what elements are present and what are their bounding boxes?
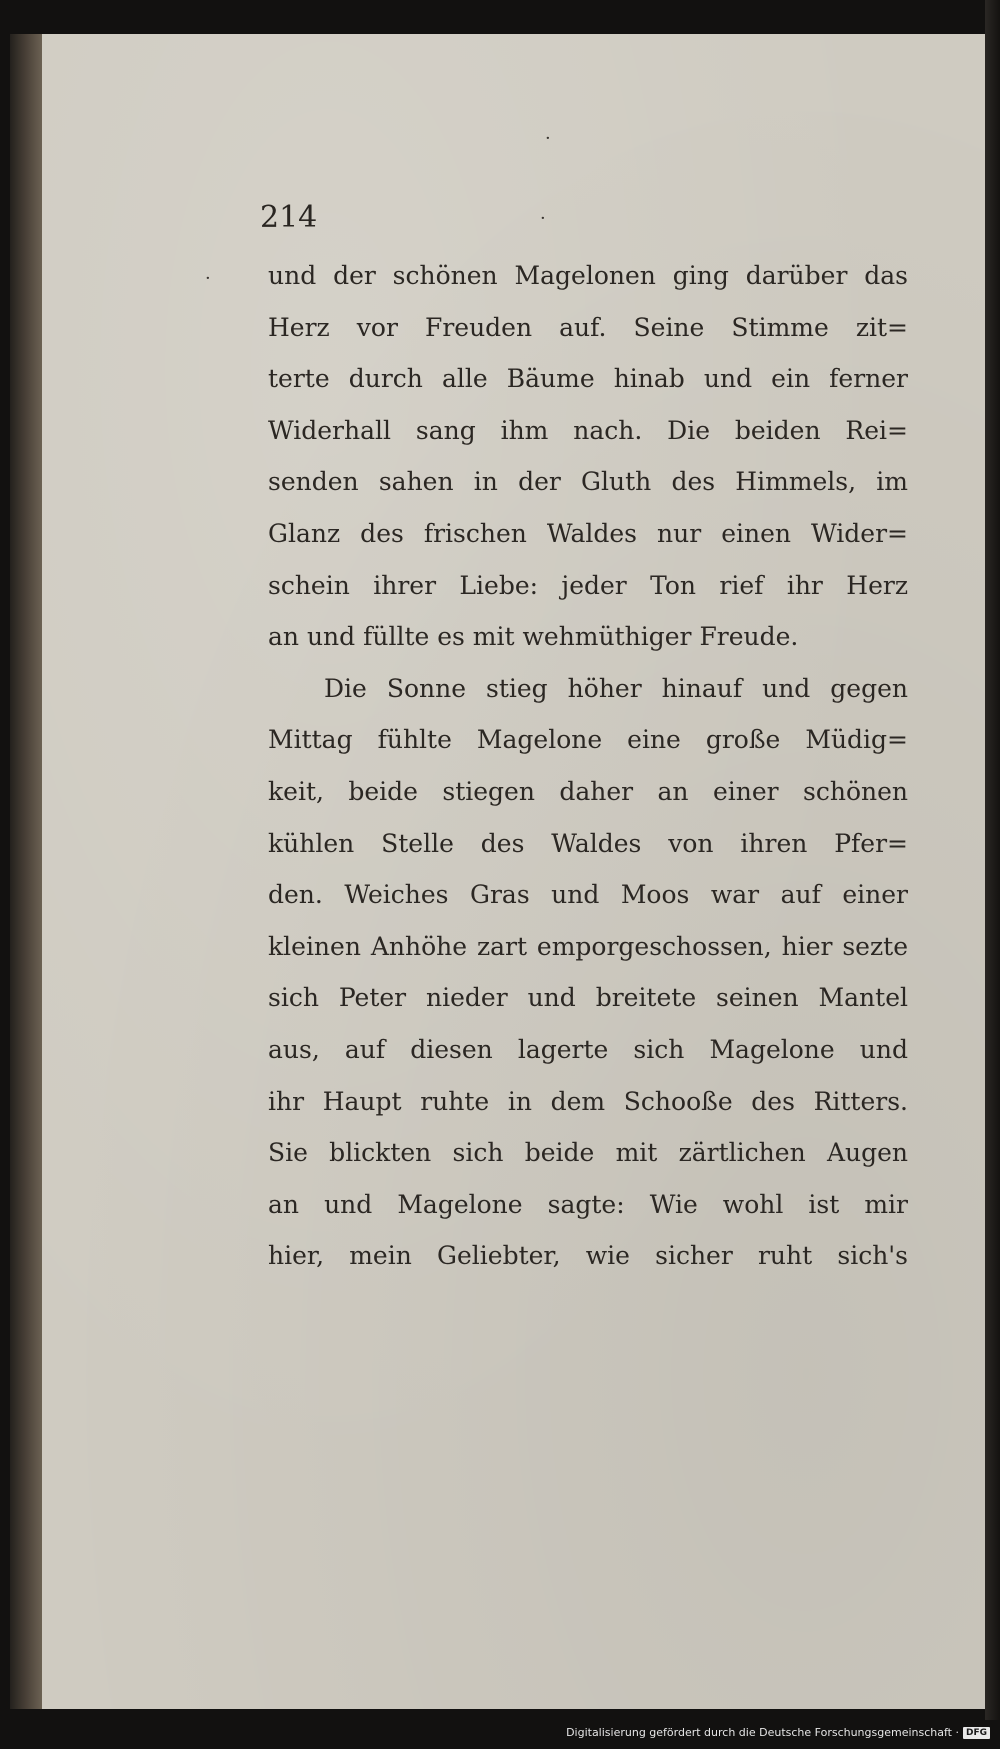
page-number: 214 <box>260 200 318 235</box>
page-right-edge <box>985 0 1000 1720</box>
text-line: an und füllte es mit wehmüthiger Freude. <box>268 622 799 652</box>
digitization-credit <box>566 1726 990 1739</box>
ink-speck: · <box>205 268 211 289</box>
text-line: sich Peter nieder und breitete seinen Mantel <box>268 983 908 1013</box>
text-line: terte durch alle Bäume hinab und ein ferner <box>268 364 908 394</box>
text-line: Die Sonne stieg höher hinauf und gegen <box>324 673 908 703</box>
text-line: schein ihrer Liebe: jeder Ton rief ihr Herz <box>268 570 908 600</box>
ink-speck: · <box>540 208 546 229</box>
text-line: Glanz des frischen Waldes nur einen Wider= <box>268 518 908 548</box>
text-line: den. Weiches Gras und Moos war auf einer <box>268 880 908 910</box>
text-line: kleinen Anhöhe zart emporgeschossen, hier sezte <box>268 931 908 961</box>
page-text <box>268 250 908 1282</box>
text-line: Widerhall sang ihm nach. Die beiden Rei= <box>268 415 908 445</box>
text-line: und der schönen Magelonen ging darüber das <box>268 261 908 290</box>
credit-text: Digitalisierung gefördert durch die Deutsche Forschungsgemeinschaft · <box>566 1726 959 1739</box>
text-line: an und Magelone sagte: Wie wohl ist mir <box>268 1189 908 1219</box>
text-line: kühlen Stelle des Waldes von ihren Pfer= <box>268 828 908 858</box>
text-line: senden sahen in der Gluth des Himmels, im <box>268 467 908 497</box>
ink-speck: · <box>545 128 551 149</box>
dfg-logo: DFG <box>963 1727 990 1739</box>
text-line: Herz vor Freuden auf. Seine Stimme zit= <box>268 312 908 342</box>
text-line: hier, mein Geliebter, wie sicher ruht sich's <box>268 1241 908 1271</box>
text-line: keit, beide stiegen daher an einer schönen <box>268 776 908 806</box>
text-line: ihr Haupt ruhte in dem Schooße des Ritters. <box>268 1086 908 1116</box>
text-line: Mittag fühlte Magelone eine große Müdig= <box>268 725 908 755</box>
text-line: Sie blickten sich beide mit zärtlichen Augen <box>268 1138 908 1168</box>
text-line: aus, auf diesen lagerte sich Magelone und <box>268 1034 908 1064</box>
